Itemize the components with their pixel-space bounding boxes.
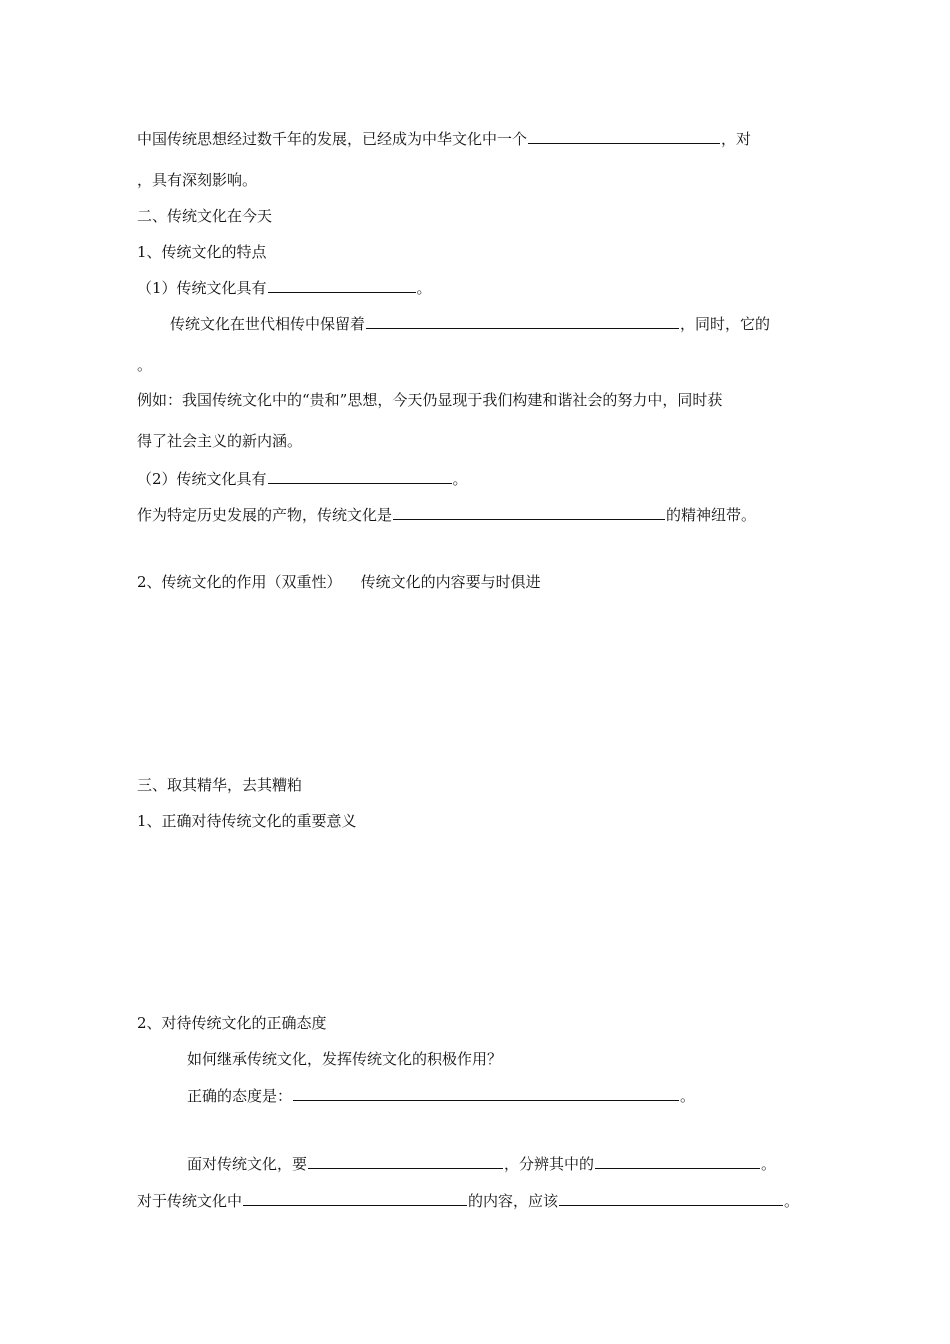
subheading-3-1: 1、正确对待传统文化的重要意义 (137, 812, 357, 830)
text: 正确的态度是： (187, 1087, 293, 1105)
line-p4 (137, 468, 468, 489)
fill-blank[interactable] (528, 128, 720, 144)
text: 作为特定历史发展的产物，传统文化是 (137, 506, 393, 524)
line-p3: 。 (137, 356, 153, 374)
fill-blank[interactable] (308, 1153, 503, 1169)
text: 传统文化在世代相传中保留着 (170, 315, 366, 333)
line-2: ，具有深刻影响。 (137, 171, 258, 189)
fill-blank[interactable] (595, 1153, 760, 1169)
text: 面对传统文化，要 (187, 1155, 308, 1173)
text: 。 (784, 1192, 800, 1210)
text: ，同时，它的 (680, 315, 771, 333)
text: 中国传统思想经过数千年的发展，已经成为中华文化中一个 (137, 130, 528, 148)
text: 。 (416, 279, 432, 297)
fill-blank[interactable] (559, 1190, 783, 1206)
line-q3 (187, 1153, 776, 1174)
line-q2 (187, 1085, 695, 1106)
question-line: 如何继承传统文化，发挥传统文化的积极作用？ (187, 1050, 503, 1068)
text: 对于传统文化中 (137, 1192, 243, 1210)
subheading-2-2: 2、传统文化的作用（双重性） 传统文化的内容要与时俱进 (137, 573, 541, 591)
subheading-3-2: 2、对待传统文化的正确态度 (137, 1014, 327, 1032)
fill-blank[interactable] (243, 1190, 467, 1206)
fill-blank[interactable] (393, 504, 665, 520)
text: ，分辨其中的 (504, 1155, 595, 1173)
section-heading-3: 三、取其精华，去其糟粕 (137, 776, 303, 794)
fill-blank[interactable] (293, 1085, 679, 1101)
text: 。 (452, 470, 468, 488)
line-p5 (137, 504, 756, 525)
section-heading-2: 二、传统文化在今天 (137, 207, 273, 225)
line-p2 (170, 313, 770, 334)
example-line-2: 得了社会主义的新内涵。 (137, 432, 303, 450)
fill-blank[interactable] (366, 313, 679, 329)
text: ，对 (721, 130, 752, 148)
line-p1 (137, 277, 432, 298)
line-1 (137, 128, 751, 149)
line-q4 (137, 1190, 799, 1211)
text: 的内容，应该 (468, 1192, 559, 1210)
text: 的精神纽带。 (666, 506, 757, 524)
fill-blank[interactable] (268, 468, 452, 484)
subheading-2-1: 1、传统文化的特点 (137, 243, 267, 261)
text: （2）传统文化具有 (137, 470, 267, 488)
fill-blank[interactable] (268, 277, 416, 293)
text: 。 (680, 1087, 696, 1105)
example-line-1: 例如：我国传统文化中的“贵和”思想，今天仍显现于我们构建和谐社会的努力中，同时获 (137, 391, 723, 409)
text: （1）传统文化具有 (137, 279, 267, 297)
text: 。 (761, 1155, 777, 1173)
